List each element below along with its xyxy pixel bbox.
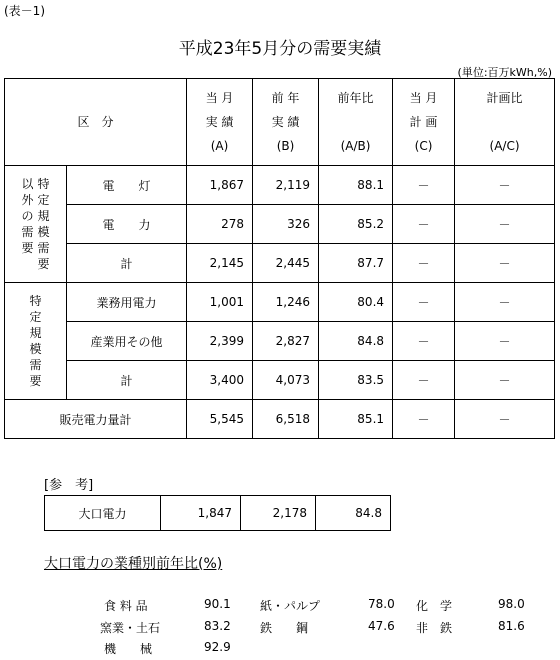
row-label: 大口電力 [45, 496, 161, 531]
cell-b: 326 [253, 205, 319, 244]
cell-b: 2,445 [253, 244, 319, 283]
group-non-specified: 以外の需要 特定規模需要 [5, 166, 67, 283]
header-current-month: 当 月 実 績 (A) [187, 79, 253, 166]
sector-value: 90.1 [204, 597, 231, 611]
cell-ac: － [455, 361, 555, 400]
row-label: 電 灯 [67, 166, 187, 205]
sector-value: 81.6 [498, 619, 525, 633]
document-label: (表－1) [4, 4, 45, 18]
row-label: 計 [67, 244, 187, 283]
sector-name: 食 料 品 [104, 599, 148, 613]
cell-ac: － [455, 400, 555, 439]
table-row [5, 361, 555, 400]
cell-a: 1,001 [187, 283, 253, 322]
header-row [5, 79, 555, 166]
table-row [45, 496, 391, 531]
cell-ac: － [455, 166, 555, 205]
header-yoy: 前年比 (A/B) [319, 79, 393, 166]
cell-c: － [393, 283, 455, 322]
table-row [5, 322, 555, 361]
cell-b: 2,178 [241, 496, 316, 531]
sector-value: 83.2 [204, 619, 231, 633]
cell-ab: 80.4 [319, 283, 393, 322]
row-label: 業務用電力 [67, 283, 187, 322]
cell-a: 278 [187, 205, 253, 244]
cell-b: 1,246 [253, 283, 319, 322]
cell-b: 2,827 [253, 322, 319, 361]
cell-c: － [393, 400, 455, 439]
header-prev-year: 前 年 実 績 (B) [253, 79, 319, 166]
sector-name: 窯業・土石 [100, 621, 161, 635]
page-title: 平成23年5月分の需要実績 [178, 39, 382, 59]
cell-b: 4,073 [253, 361, 319, 400]
unit-note: (単位:百万kWh,%) [457, 66, 552, 79]
cell-c: － [393, 322, 455, 361]
reference-table [44, 495, 391, 531]
cell-ac: － [455, 244, 555, 283]
cell-ac: － [455, 322, 555, 361]
row-label: 電 力 [67, 205, 187, 244]
sector-value: 47.6 [368, 619, 395, 633]
row-label: 産業用その他 [67, 322, 187, 361]
sector-title: 大口電力の業種別前年比(%) [44, 556, 223, 572]
cell-ab: 84.8 [319, 322, 393, 361]
cell-c: － [393, 361, 455, 400]
table-row [5, 283, 555, 322]
cell-ac: － [455, 283, 555, 322]
cell-a: 1,847 [161, 496, 241, 531]
sector-name: 化 学 [416, 599, 453, 613]
header-plan-ratio: 計画比 (A/C) [455, 79, 555, 166]
cell-a: 3,400 [187, 361, 253, 400]
reference-label: [参 考] [44, 478, 94, 493]
cell-a: 1,867 [187, 166, 253, 205]
cell-a: 2,399 [187, 322, 253, 361]
sector-value: 78.0 [368, 597, 395, 611]
cell-ab: 85.1 [319, 400, 393, 439]
row-label: 販売電力量計 [5, 400, 187, 439]
cell-ab: 83.5 [319, 361, 393, 400]
sector-value: 92.9 [204, 640, 231, 654]
sector-name: 鉄 鋼 [260, 621, 309, 635]
cell-b: 6,518 [253, 400, 319, 439]
table-row [5, 244, 555, 283]
cell-ab: 85.2 [319, 205, 393, 244]
cell-ab: 88.1 [319, 166, 393, 205]
cell-ac: － [455, 205, 555, 244]
table-row-total [5, 400, 555, 439]
header-plan: 当 月 計 画 (C) [393, 79, 455, 166]
sector-name: 機 械 [104, 642, 153, 656]
cell-c: － [393, 244, 455, 283]
table-row [5, 166, 555, 205]
sector-name: 紙・パルプ [260, 599, 321, 613]
cell-ab: 84.8 [316, 496, 391, 531]
table-row [5, 205, 555, 244]
cell-b: 2,119 [253, 166, 319, 205]
cell-a: 2,145 [187, 244, 253, 283]
cell-c: － [393, 205, 455, 244]
group-specified: 特定規模需要 [5, 283, 67, 400]
header-category: 区 分 [5, 79, 187, 166]
demand-table [4, 78, 555, 439]
cell-c: － [393, 166, 455, 205]
sector-value: 98.0 [498, 597, 525, 611]
cell-a: 5,545 [187, 400, 253, 439]
cell-ab: 87.7 [319, 244, 393, 283]
row-label: 計 [67, 361, 187, 400]
sector-name: 非 鉄 [416, 621, 453, 635]
